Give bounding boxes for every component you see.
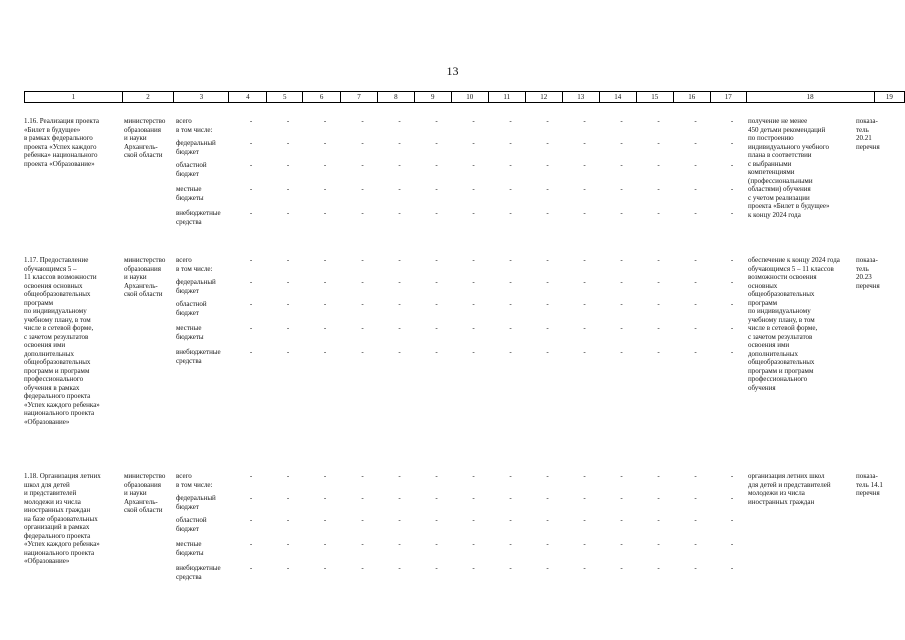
empty-value: -	[546, 117, 549, 125]
empty-value: -	[361, 139, 364, 147]
empty-value: -	[657, 324, 660, 332]
empty-value: -	[546, 209, 549, 217]
empty-value: -	[472, 348, 475, 356]
funding-source: внебюджетные средства	[176, 564, 221, 581]
empty-value: -	[249, 161, 253, 169]
empty-value: -	[730, 209, 734, 217]
empty-value: -	[546, 278, 549, 286]
empty-value: -	[398, 185, 401, 193]
empty-value: -	[694, 516, 697, 524]
empty-value: -	[583, 348, 586, 356]
table-row	[24, 256, 884, 426]
empty-value: -	[657, 564, 660, 572]
empty-value: -	[249, 324, 253, 332]
empty-value: -	[694, 472, 697, 480]
column-header-18: 18	[746, 92, 874, 103]
empty-value: -	[323, 256, 327, 264]
empty-value: -	[361, 300, 364, 308]
empty-value: -	[583, 278, 586, 286]
empty-value: -	[435, 494, 438, 502]
empty-value: -	[472, 117, 475, 125]
empty-value: -	[509, 494, 512, 502]
funding-source: местные бюджеты	[176, 324, 204, 341]
empty-value: -	[583, 472, 586, 480]
empty-value: -	[435, 209, 438, 217]
empty-value: -	[730, 516, 734, 524]
empty-value: -	[472, 209, 475, 217]
empty-value: -	[249, 278, 253, 286]
empty-value: -	[249, 300, 253, 308]
empty-value: -	[249, 185, 253, 193]
empty-value: -	[323, 139, 327, 147]
empty-value: -	[323, 324, 327, 332]
empty-value: -	[730, 348, 734, 356]
empty-value: -	[583, 139, 586, 147]
empty-value: -	[286, 278, 290, 286]
empty-value: -	[546, 139, 549, 147]
column-header-19: 19	[874, 92, 904, 103]
empty-value: -	[657, 139, 660, 147]
empty-value: -	[323, 161, 327, 169]
empty-value: -	[509, 564, 512, 572]
column-header-2: 2	[122, 92, 173, 103]
page-number: 13	[446, 64, 459, 78]
empty-value: -	[546, 161, 549, 169]
empty-value: -	[583, 117, 586, 125]
empty-value: -	[361, 494, 364, 502]
empty-value: -	[323, 540, 327, 548]
empty-value: -	[472, 472, 475, 480]
empty-value: -	[694, 256, 697, 264]
empty-value: -	[730, 564, 734, 572]
empty-value: -	[546, 540, 549, 548]
empty-value: -	[361, 564, 364, 572]
funding-source: внебюджетные средства	[176, 348, 221, 365]
empty-value: -	[361, 161, 364, 169]
column-header-9: 9	[414, 92, 451, 103]
empty-value: -	[249, 540, 253, 548]
empty-value: -	[361, 209, 364, 217]
empty-value: -	[620, 209, 623, 217]
empty-value: -	[472, 300, 475, 308]
empty-value: -	[249, 139, 253, 147]
funding-source: федеральный бюджет	[176, 494, 216, 511]
empty-value: -	[398, 300, 401, 308]
empty-value: -	[657, 472, 660, 480]
expected-result: организация летних школ для детей и представителей молодежи из числа иностранных граждан	[748, 472, 831, 506]
indicator-reference: показа- тель 14.1 перечня	[856, 472, 883, 497]
empty-value: -	[323, 185, 327, 193]
empty-value: -	[583, 540, 586, 548]
empty-value: -	[546, 300, 549, 308]
empty-value: -	[546, 348, 549, 356]
empty-value: -	[286, 516, 290, 524]
empty-value: -	[509, 300, 512, 308]
empty-value: -	[286, 540, 290, 548]
empty-value: -	[361, 324, 364, 332]
empty-value: -	[435, 516, 438, 524]
empty-value: -	[583, 494, 586, 502]
empty-value: -	[286, 472, 290, 480]
empty-value: -	[546, 472, 549, 480]
empty-value: -	[694, 117, 697, 125]
empty-value: -	[730, 185, 734, 193]
empty-value: -	[546, 256, 549, 264]
empty-value: -	[398, 117, 401, 125]
empty-value: -	[435, 161, 438, 169]
empty-value: -	[730, 472, 734, 480]
empty-value: -	[509, 209, 512, 217]
empty-value: -	[509, 117, 512, 125]
funding-source: местные бюджеты	[176, 185, 204, 202]
empty-value: -	[620, 324, 623, 332]
empty-value: -	[435, 472, 438, 480]
empty-value: -	[435, 256, 438, 264]
empty-value: -	[620, 185, 623, 193]
empty-value: -	[657, 256, 660, 264]
empty-value: -	[472, 324, 475, 332]
empty-value: -	[472, 494, 475, 502]
empty-value: -	[361, 516, 364, 524]
funding-source: всего в том числе:	[176, 117, 213, 134]
empty-value: -	[323, 348, 327, 356]
empty-value: -	[657, 516, 660, 524]
empty-value: -	[583, 300, 586, 308]
empty-value: -	[435, 185, 438, 193]
empty-value: -	[435, 278, 438, 286]
empty-value: -	[472, 161, 475, 169]
funding-source: внебюджетные средства	[176, 209, 221, 226]
empty-value: -	[472, 185, 475, 193]
empty-value: -	[323, 564, 327, 572]
empty-value: -	[398, 209, 401, 217]
empty-value: -	[509, 324, 512, 332]
column-header-12: 12	[525, 92, 562, 103]
empty-value: -	[583, 256, 586, 264]
funding-source: федеральный бюджет	[176, 139, 216, 156]
empty-value: -	[694, 540, 697, 548]
empty-value: -	[583, 516, 586, 524]
column-header-11: 11	[488, 92, 525, 103]
empty-value: -	[323, 117, 327, 125]
empty-value: -	[620, 256, 623, 264]
empty-value: -	[730, 256, 734, 264]
indicator-reference: показа- тель 20.21 перечня	[856, 117, 880, 151]
empty-value: -	[657, 209, 660, 217]
empty-value: -	[249, 209, 253, 217]
column-header-10: 10	[451, 92, 488, 103]
empty-value: -	[286, 324, 290, 332]
empty-value: -	[509, 161, 512, 169]
empty-value: -	[620, 494, 623, 502]
empty-value: -	[730, 117, 734, 125]
column-header-5: 5	[267, 92, 303, 103]
column-header-17: 17	[710, 92, 746, 103]
column-header-4: 4	[229, 92, 267, 103]
empty-value: -	[323, 472, 327, 480]
empty-value: -	[620, 139, 623, 147]
funding-source: областной бюджет	[176, 161, 207, 178]
empty-value: -	[398, 472, 401, 480]
empty-value: -	[286, 139, 290, 147]
empty-value: -	[435, 540, 438, 548]
column-header-15: 15	[636, 92, 673, 103]
empty-value: -	[361, 117, 364, 125]
empty-value: -	[583, 185, 586, 193]
empty-value: -	[398, 516, 401, 524]
empty-value: -	[286, 209, 290, 217]
responsible-executor: министерство образования и науки Архангель- ской области	[124, 256, 166, 298]
empty-value: -	[398, 540, 401, 548]
empty-value: -	[730, 161, 734, 169]
empty-value: -	[583, 209, 586, 217]
empty-value: -	[620, 564, 623, 572]
table-row	[24, 117, 884, 277]
funding-source: местные бюджеты	[176, 540, 204, 557]
empty-value: -	[620, 348, 623, 356]
empty-value: -	[249, 516, 253, 524]
responsible-executor: министерство образования и науки Архангель- ской области	[124, 117, 166, 159]
funding-source: областной бюджет	[176, 516, 207, 533]
empty-value: -	[398, 324, 401, 332]
empty-value: -	[323, 516, 327, 524]
empty-value: -	[472, 139, 475, 147]
empty-value: -	[286, 161, 290, 169]
empty-value: -	[657, 185, 660, 193]
column-header-14: 14	[599, 92, 636, 103]
empty-value: -	[398, 256, 401, 264]
empty-value: -	[472, 540, 475, 548]
empty-value: -	[286, 300, 290, 308]
empty-value: -	[694, 564, 697, 572]
empty-value: -	[361, 540, 364, 548]
empty-value: -	[472, 278, 475, 286]
empty-value: -	[694, 494, 697, 502]
empty-value: -	[583, 564, 586, 572]
column-header-16: 16	[673, 92, 710, 103]
empty-value: -	[398, 139, 401, 147]
empty-value: -	[620, 472, 623, 480]
empty-value: -	[583, 161, 586, 169]
empty-value: -	[435, 117, 438, 125]
empty-value: -	[583, 324, 586, 332]
empty-value: -	[730, 494, 734, 502]
empty-value: -	[509, 256, 512, 264]
empty-value: -	[694, 139, 697, 147]
column-header-7: 7	[341, 92, 378, 103]
funding-source: всего в том числе:	[176, 256, 213, 273]
empty-value: -	[286, 185, 290, 193]
activity-name: 1.17. Предоставление обучающимся 5 – 11 классов возможности освоения основных общеобразовательных программ по индивидуальному учебному плану, в том числе в сетевой форме, с зачетом результатов освоения ими дополнительных общеобразовательных программ и программ профессионального обучения в рамках федерального проекта «Успех каждого ребенка» национального проекта «Образование»	[24, 256, 100, 426]
empty-value: -	[435, 564, 438, 572]
empty-value: -	[398, 161, 401, 169]
empty-value: -	[509, 516, 512, 524]
empty-value: -	[323, 300, 327, 308]
funding-source: областной бюджет	[176, 300, 207, 317]
column-header-13: 13	[562, 92, 599, 103]
empty-value: -	[657, 161, 660, 169]
empty-value: -	[509, 139, 512, 147]
empty-value: -	[323, 278, 327, 286]
empty-value: -	[546, 324, 549, 332]
empty-value: -	[509, 278, 512, 286]
empty-value: -	[435, 300, 438, 308]
empty-value: -	[620, 300, 623, 308]
empty-value: -	[286, 256, 290, 264]
empty-value: -	[620, 540, 623, 548]
empty-value: -	[546, 185, 549, 193]
empty-value: -	[620, 278, 623, 286]
empty-value: -	[730, 324, 734, 332]
empty-value: -	[657, 494, 660, 502]
empty-value: -	[249, 348, 253, 356]
expected-result: получение не менее 450 детьми рекомендаций по построению индивидуального учебного плана в соответствии с выбранными компетенциями (профессиональными областями) обучения с учетом реализации проекта «Билет в будущее» к концу 2024 года	[748, 117, 830, 219]
empty-value: -	[620, 516, 623, 524]
indicator-reference: показа- тель 20.23 перечня	[856, 256, 880, 290]
empty-value: -	[730, 278, 734, 286]
empty-value: -	[398, 278, 401, 286]
empty-value: -	[509, 185, 512, 193]
column-number-header	[24, 91, 905, 103]
empty-value: -	[286, 117, 290, 125]
empty-value: -	[546, 516, 549, 524]
empty-value: -	[657, 117, 660, 125]
empty-value: -	[730, 139, 734, 147]
empty-value: -	[730, 300, 734, 308]
empty-value: -	[472, 516, 475, 524]
empty-value: -	[398, 494, 401, 502]
empty-value: -	[323, 209, 327, 217]
empty-value: -	[249, 494, 253, 502]
column-header-8: 8	[377, 92, 414, 103]
empty-value: -	[435, 324, 438, 332]
empty-value: -	[509, 540, 512, 548]
empty-value: -	[694, 324, 697, 332]
empty-value: -	[286, 564, 290, 572]
empty-value: -	[286, 348, 290, 356]
empty-value: -	[509, 472, 512, 480]
empty-value: -	[657, 278, 660, 286]
empty-value: -	[361, 348, 364, 356]
empty-value: -	[694, 185, 697, 193]
empty-value: -	[435, 139, 438, 147]
empty-value: -	[323, 494, 327, 502]
activity-name: 1.16. Реализация проекта «Билет в будущее» в рамках федерального проекта «Успех каждого ребенка» национального проекта «Образование»	[24, 117, 99, 168]
empty-value: -	[361, 278, 364, 286]
empty-value: -	[249, 564, 253, 572]
empty-value: -	[249, 472, 253, 480]
empty-value: -	[657, 540, 660, 548]
empty-value: -	[361, 472, 364, 480]
empty-value: -	[398, 564, 401, 572]
expected-result: обеспечение к концу 2024 года обучающимся 5 – 11 классов возможности освоения основных общеобразовательных программ по индивидуальному учебному плану, в том числе в сетевой форме, с зачетом результатов освоения ими дополнительных общеобразовательных программ и программ профессионального обучения	[748, 256, 840, 392]
empty-value: -	[620, 161, 623, 169]
empty-value: -	[509, 348, 512, 356]
table-row	[24, 472, 884, 632]
activity-name: 1.18. Организация летних школ для детей и представителей молодежи из числа иностранных граждан на базе образовательных организаций в рамках федерального проекта «Успех каждого ребенка» национального проекта «Образование»	[24, 472, 101, 565]
empty-value: -	[546, 494, 549, 502]
column-header-6: 6	[303, 92, 341, 103]
empty-value: -	[730, 540, 734, 548]
funding-source: всего в том числе:	[176, 472, 213, 489]
column-header-3: 3	[174, 92, 229, 103]
empty-value: -	[657, 348, 660, 356]
funding-source: федеральный бюджет	[176, 278, 216, 295]
empty-value: -	[694, 348, 697, 356]
empty-value: -	[620, 117, 623, 125]
empty-value: -	[472, 564, 475, 572]
empty-value: -	[361, 256, 364, 264]
column-header-1: 1	[25, 92, 123, 103]
empty-value: -	[361, 185, 364, 193]
empty-value: -	[398, 348, 401, 356]
empty-value: -	[657, 300, 660, 308]
empty-value: -	[249, 256, 253, 264]
empty-value: -	[249, 117, 253, 125]
empty-value: -	[435, 348, 438, 356]
empty-value: -	[286, 494, 290, 502]
empty-value: -	[546, 564, 549, 572]
empty-value: -	[694, 161, 697, 169]
empty-value: -	[694, 209, 697, 217]
empty-value: -	[694, 300, 697, 308]
responsible-executor: министерство образования и науки Архангель- ской области	[124, 472, 166, 514]
empty-value: -	[472, 256, 475, 264]
empty-value: -	[694, 278, 697, 286]
